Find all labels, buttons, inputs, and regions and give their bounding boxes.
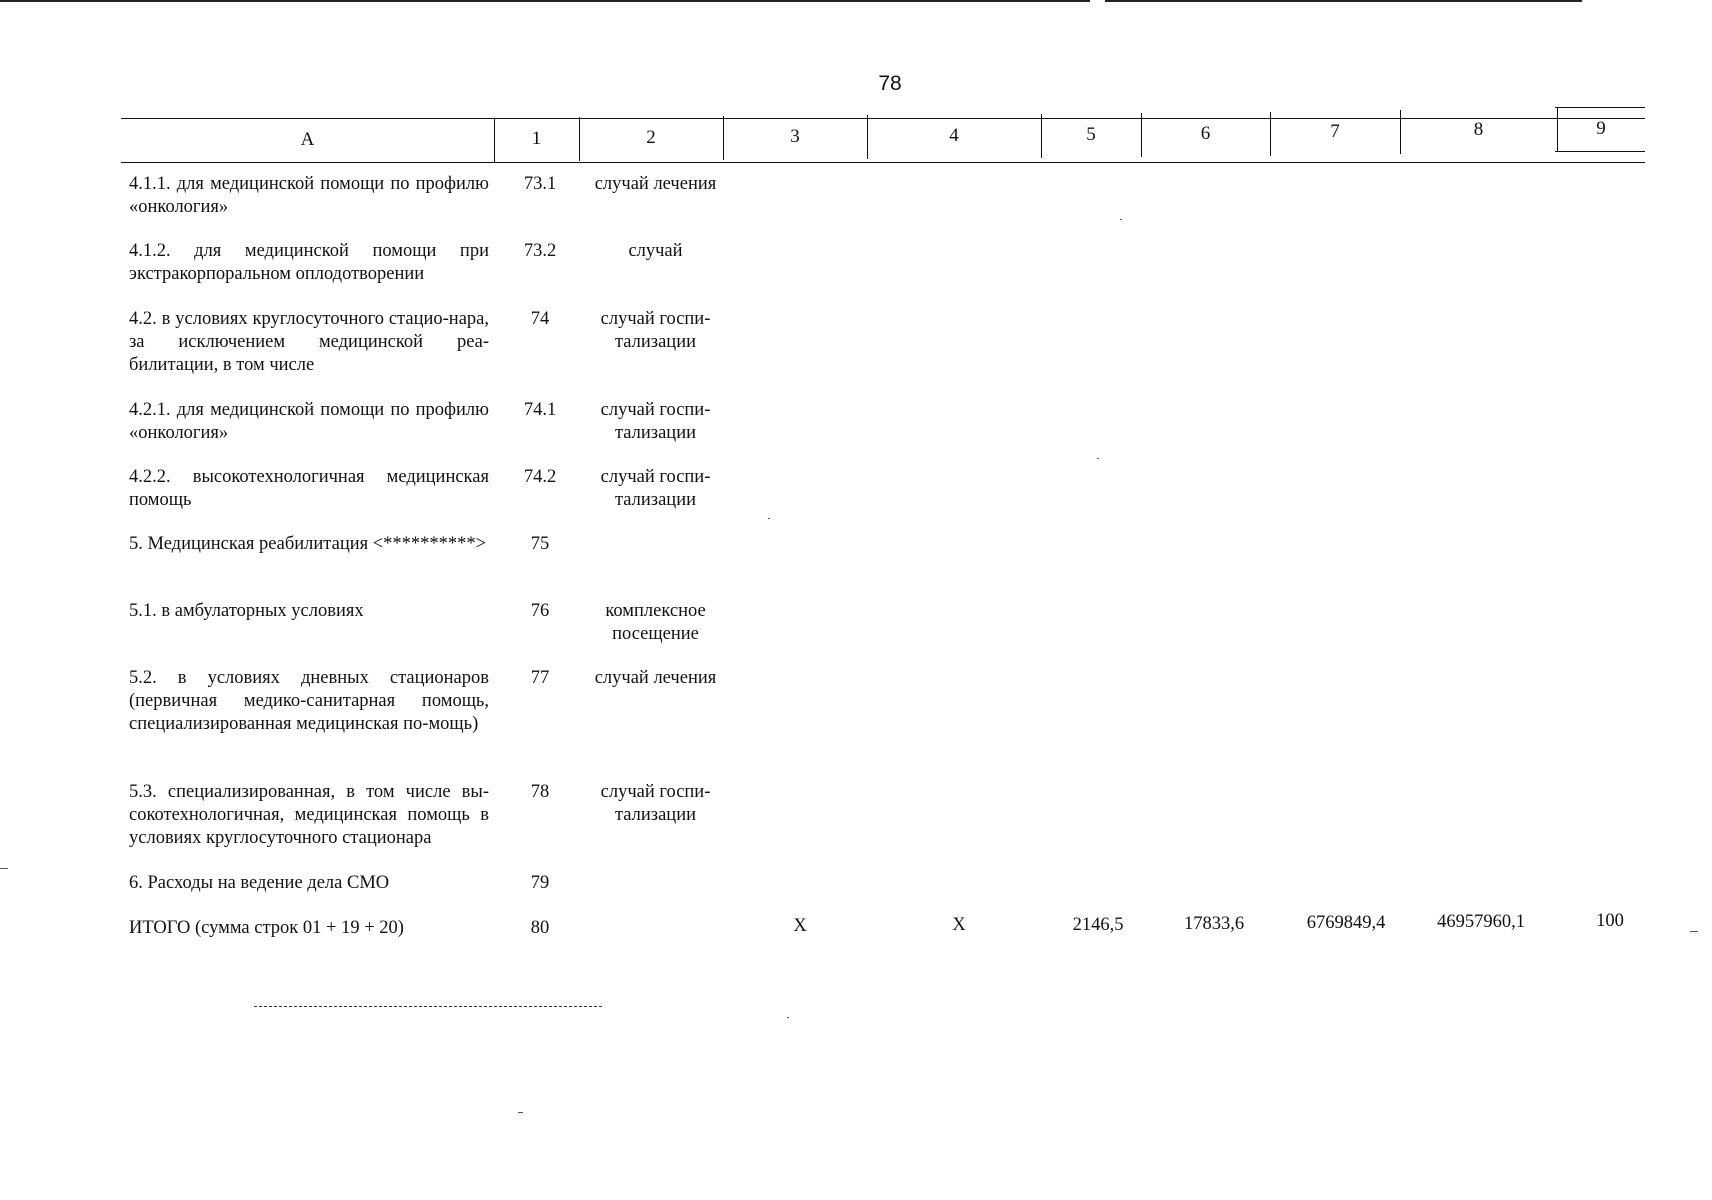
scan-speck	[1690, 931, 1698, 932]
row-name: 5.3. специализированная, в том числе вы-сокотехнологичная, медицинская помощь в условиях круглосуточного стационара	[129, 782, 489, 848]
row-code: 74	[530, 309, 550, 329]
row-code: 73.2	[523, 241, 557, 261]
scan-speck	[1120, 219, 1122, 220]
column-header-5: 5	[1086, 124, 1096, 145]
row-code: 77	[530, 668, 550, 688]
total-col-6: 17833,6	[1183, 914, 1245, 934]
scan-speck	[1097, 458, 1099, 459]
row-name: 4.1.2. для медицинской помощи при экстракорпоральном оплодотворении	[129, 241, 489, 284]
row-name: 6. Расходы на ведение дела СМО	[129, 873, 390, 893]
row-name: 4.2. в условиях круглосуточного стацио-нара, за исключением медицинской реа-билитации, в том числе	[129, 309, 489, 375]
scan-speck	[787, 1017, 789, 1018]
scan-speck	[518, 1112, 523, 1113]
row-unit: случай госпи-тализации	[600, 400, 711, 443]
row-unit: случай лечения	[594, 174, 717, 194]
row-unit: случай госпи-тализации	[600, 467, 711, 510]
row-name: 5.1. в амбулаторных условиях	[129, 601, 364, 621]
row-name: 5.2. в условиях дневных стационаров (первичная медико-санитарная помощь, специализированная медицинская по-мощь)	[129, 668, 489, 734]
scan-speck	[0, 868, 8, 869]
row-code: 78	[530, 782, 550, 802]
row-name: 4.1.1. для медицинской помощи по профилю «онкология»	[129, 174, 489, 217]
total-name: ИТОГО (сумма строк 01 + 19 + 20)	[129, 918, 404, 938]
column-header-1: 1	[531, 128, 542, 149]
column-header-9: 9	[1596, 118, 1606, 139]
total-col-9: 100	[1596, 911, 1624, 931]
column-header-3: 3	[790, 126, 800, 147]
row-code: 76	[530, 601, 550, 621]
page-number: 78	[878, 72, 902, 95]
total-col-3: X	[793, 916, 807, 936]
total-col-7: 6769849,4	[1306, 913, 1386, 933]
row-unit: случай	[628, 241, 683, 261]
header-bottom-rule-right	[1555, 151, 1645, 152]
row-code: 79	[530, 873, 550, 893]
scan-speck	[768, 518, 770, 519]
row-code: 73.1	[523, 174, 557, 194]
column-header-7: 7	[1330, 121, 1340, 142]
column-header-6: 6	[1200, 123, 1211, 144]
total-col-8: 46957960,1	[1437, 912, 1525, 932]
row-code: 75	[530, 534, 550, 554]
header-bottom-rule	[121, 162, 1645, 163]
row-code: 74.2	[523, 467, 557, 487]
total-code: 80	[530, 918, 550, 938]
row-name: 5. Медицинская реабилитация <**********>	[129, 534, 487, 554]
column-header-8: 8	[1473, 119, 1484, 140]
row-unit: комплексное посещение	[605, 601, 706, 644]
total-col-4: X	[952, 915, 966, 935]
row-name: 4.2.1. для медицинской помощи по профилю «онкология»	[129, 400, 489, 443]
row-unit: случай лечения	[594, 668, 717, 688]
row-unit: случай госпи-тализации	[600, 782, 711, 825]
scan-edge-top-left	[0, 0, 1090, 2]
column-header-2: 2	[646, 127, 656, 148]
total-col-5: 2146,5	[1072, 915, 1124, 935]
scan-edge-top-right	[1105, 0, 1582, 2]
row-name: 4.2.2. высокотехнологичная медицинская помощь	[129, 467, 489, 510]
row-code: 74.1	[523, 400, 557, 420]
column-header-4: 4	[949, 125, 959, 146]
row-unit: случай госпи-тализации	[600, 309, 711, 352]
column-header-a: A	[300, 129, 315, 150]
footnote-separator	[254, 1006, 602, 1007]
